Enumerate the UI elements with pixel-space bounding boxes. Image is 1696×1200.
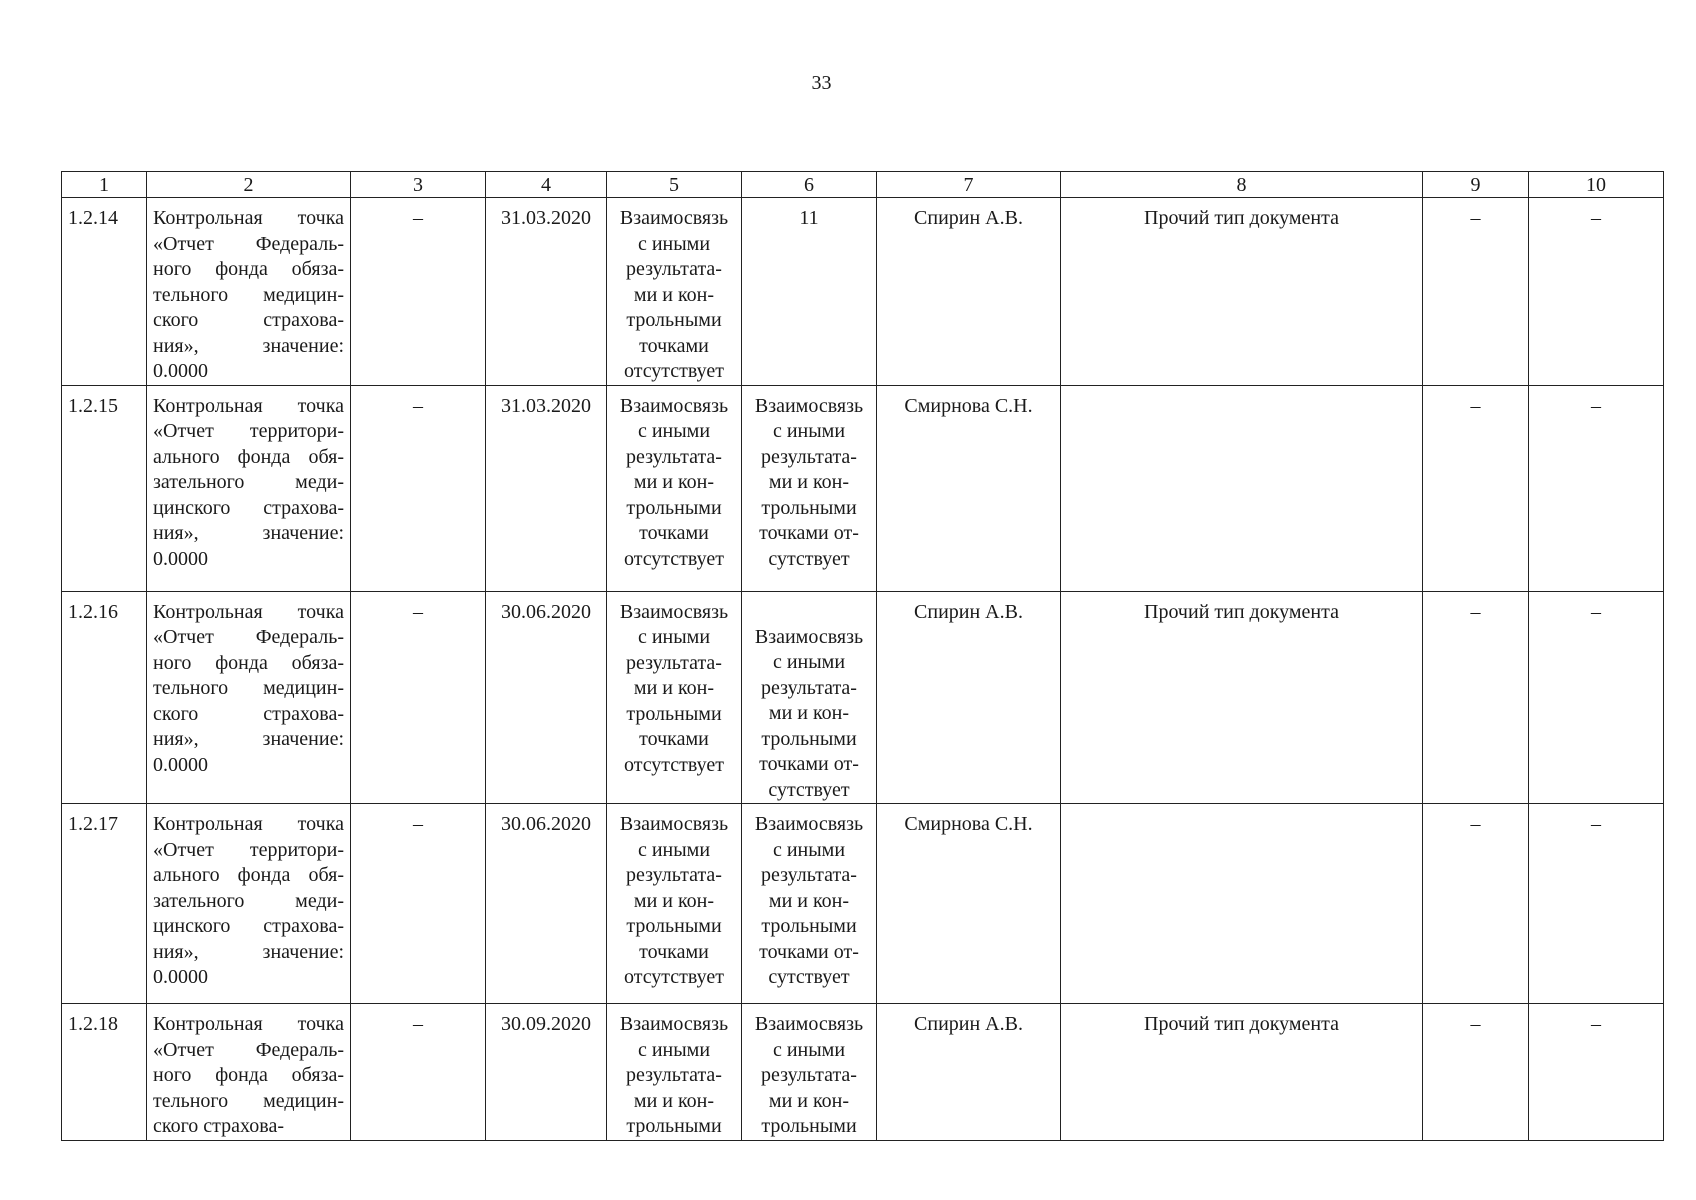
dash-value: – — [413, 207, 423, 229]
description-line: ского страхова- — [153, 309, 344, 331]
relation-line: с иными — [772, 420, 846, 442]
description-line: зательного меди- — [153, 889, 344, 912]
date-cell — [486, 1004, 607, 1141]
column-9-cell — [1423, 804, 1529, 1004]
column-10-cell — [1529, 385, 1664, 591]
description-line: Контрольная точка — [153, 813, 344, 835]
description-line: ния», значение: — [153, 728, 344, 750]
description-line: ского страхова- — [153, 702, 344, 725]
description-cell — [147, 198, 351, 386]
document-type-cell — [1061, 1004, 1423, 1141]
description-line: «Отчет территори- — [153, 838, 344, 861]
table-row — [62, 1004, 1664, 1141]
column-3-cell — [351, 804, 486, 1004]
column-3-cell — [351, 1004, 486, 1141]
row-number-cell — [62, 385, 147, 591]
description-line: ния», значение: — [153, 334, 344, 357]
table-row — [62, 385, 1664, 591]
description-line: Контрольная точка — [153, 600, 344, 623]
description-line: «Отчет территори- — [153, 420, 344, 442]
description-line: ного фонда обяза- — [153, 258, 344, 280]
responsible-cell — [877, 1004, 1061, 1141]
relation-cell-2 — [742, 385, 877, 591]
relation-line: ми и кон- — [768, 1089, 850, 1112]
relation-line: точками от- — [759, 753, 859, 775]
control-points-table — [61, 171, 1664, 1141]
relation-line: с иными — [637, 626, 711, 648]
relation-line: трольными — [626, 915, 722, 937]
description-line: ного фонда обяза- — [153, 1064, 344, 1086]
relation-line: точками — [639, 522, 709, 544]
relation-cell — [607, 385, 742, 591]
relation-line: трольными — [626, 1115, 722, 1137]
relation-cell-2 — [742, 198, 877, 386]
relation-line: точками — [639, 728, 709, 750]
relation-line: трольными — [761, 496, 857, 519]
description-line: ного фонда обяза- — [153, 651, 344, 674]
relation-line: 11 — [799, 207, 819, 229]
document-type-cell — [1061, 591, 1423, 804]
column-header: 6 — [742, 172, 877, 198]
relation-line: трольными — [761, 1115, 857, 1137]
document-type-cell — [1061, 385, 1423, 591]
relation-line: с иными — [637, 232, 711, 255]
relation-line: Взаимосвязь — [754, 1013, 864, 1035]
relation-line: результата- — [761, 864, 857, 886]
document-type: Прочий тип документа — [1144, 600, 1339, 623]
table-row — [62, 198, 1664, 386]
due-date: 30.09.2020 — [501, 1013, 591, 1035]
column-header: 9 — [1423, 172, 1529, 198]
responsible-cell — [877, 198, 1061, 386]
description-line: 0.0000 — [153, 966, 208, 988]
relation-line: ми и кон- — [633, 1089, 715, 1112]
relation-line: с иными — [637, 1038, 711, 1061]
responsible-person: Смирнова С.Н. — [904, 394, 1033, 417]
column-header: 1 — [62, 172, 147, 198]
row-number-cell — [62, 804, 147, 1004]
relation-line: ми и кон- — [768, 889, 850, 912]
description-line: тельного медицин- — [153, 283, 344, 306]
description-line: «Отчет Федераль- — [153, 232, 344, 255]
dash-value: – — [1591, 394, 1601, 417]
dash-value: – — [413, 813, 423, 835]
due-date: 31.03.2020 — [501, 394, 591, 417]
description-line: ния», значение: — [153, 522, 344, 544]
column-3-cell — [351, 591, 486, 804]
relation-line: трольными — [626, 702, 722, 725]
column-3-cell — [351, 385, 486, 591]
description-line: ального фонда обя- — [153, 864, 344, 886]
relation-line: сутствует — [768, 966, 850, 988]
table-row — [62, 804, 1664, 1004]
relation-cell-2 — [742, 804, 877, 1004]
description-line: Контрольная точка — [153, 1013, 344, 1035]
relation-line: с иными — [637, 420, 711, 442]
column-header: 7 — [877, 172, 1061, 198]
relation-line: Взаимосвязь — [619, 600, 729, 623]
table-row — [62, 591, 1664, 804]
row-number-cell — [62, 591, 147, 804]
description-line: «Отчет Федераль- — [153, 626, 344, 648]
description-line: цинского страхова- — [153, 496, 344, 519]
relation-cell — [607, 198, 742, 386]
relation-line: Взаимосвязь — [619, 394, 729, 417]
relation-line: с иными — [772, 651, 846, 673]
relation-line: трольными — [626, 496, 722, 519]
due-date: 30.06.2020 — [501, 600, 591, 623]
relation-line: результата- — [626, 651, 722, 674]
relation-cell — [607, 1004, 742, 1141]
responsible-person: Смирнова С.Н. — [904, 813, 1033, 835]
relation-line: точками — [639, 940, 709, 963]
relation-line: отсутствует — [623, 360, 725, 382]
relation-line: ми и кон- — [633, 471, 715, 493]
description-cell — [147, 804, 351, 1004]
relation-line: трольными — [761, 727, 857, 750]
dash-value: – — [1470, 813, 1481, 835]
relation-line: Взаимосвязь — [619, 207, 729, 229]
column-9-cell — [1423, 591, 1529, 804]
column-number-header-row — [62, 172, 1664, 198]
description-line: Контрольная точка — [153, 207, 344, 229]
relation-line: ми и кон- — [768, 471, 850, 493]
document-type: Прочий тип документа — [1144, 1013, 1339, 1035]
column-9-cell — [1423, 198, 1529, 386]
description-line: 0.0000 — [153, 360, 208, 382]
dash-value: – — [413, 600, 423, 623]
column-header: 8 — [1061, 172, 1423, 198]
description-line: Контрольная точка — [153, 394, 344, 417]
column-header: 4 — [486, 172, 607, 198]
relation-line: отсутствует — [623, 547, 725, 570]
relation-line: отсутствует — [623, 966, 725, 988]
relation-line: отсутствует — [623, 753, 725, 776]
row-number-cell — [62, 198, 147, 386]
dash-value: – — [1591, 600, 1601, 623]
date-cell — [486, 385, 607, 591]
responsible-person: Спирин А.В. — [914, 600, 1023, 623]
dash-value: – — [1591, 1013, 1601, 1035]
dash-value: – — [1470, 1013, 1481, 1035]
column-9-cell — [1423, 1004, 1529, 1141]
column-10-cell — [1529, 1004, 1664, 1141]
description-cell — [147, 1004, 351, 1141]
column-header: 2 — [147, 172, 351, 198]
relation-line: Взаимосвязь — [619, 813, 729, 835]
relation-line: ми и кон- — [633, 889, 715, 912]
relation-line: ми и кон- — [768, 702, 850, 724]
row-number: 1.2.14 — [68, 207, 118, 229]
responsible-person: Спирин А.В. — [914, 207, 1023, 229]
relation-line: сутствует — [768, 778, 850, 801]
row-number-cell — [62, 1004, 147, 1141]
description-cell — [147, 591, 351, 804]
description-line: 0.0000 — [153, 547, 208, 570]
dash-value: – — [1470, 600, 1481, 623]
dash-value: – — [413, 394, 423, 417]
description-line: 0.0000 — [153, 753, 208, 776]
relation-line: результата- — [626, 1064, 722, 1086]
description-line: «Отчет Федераль- — [153, 1038, 344, 1061]
relation-line: Взаимосвязь — [754, 813, 864, 835]
relation-line: с иными — [772, 838, 846, 861]
relation-cell — [607, 591, 742, 804]
relation-line: Взаимосвязь — [754, 625, 864, 648]
relation-line: результата- — [626, 864, 722, 886]
relation-line: точками от- — [759, 940, 859, 963]
page-number: 33 — [811, 72, 832, 94]
relation-line: с иными — [637, 838, 711, 861]
date-cell — [486, 198, 607, 386]
relation-line: результата- — [761, 1064, 857, 1086]
relation-line: результата- — [761, 445, 857, 468]
relation-line: Взаимосвязь — [619, 1013, 729, 1035]
description-line: зательного меди- — [153, 471, 344, 493]
row-number: 1.2.18 — [68, 1013, 118, 1035]
column-10-cell — [1529, 804, 1664, 1004]
relation-cell-2 — [742, 591, 877, 804]
date-cell — [486, 804, 607, 1004]
description-line: цинского страхова- — [153, 915, 344, 937]
date-cell — [486, 591, 607, 804]
responsible-person: Спирин А.В. — [914, 1013, 1023, 1035]
description-line: ния», значение: — [153, 940, 344, 963]
relation-line: ми и кон- — [633, 283, 715, 306]
relation-line: ми и кон- — [633, 677, 715, 699]
relation-line: результата- — [626, 445, 722, 468]
column-header: 5 — [607, 172, 742, 198]
description-line: тельного медицин- — [153, 677, 344, 699]
relation-line: трольными — [761, 915, 857, 937]
due-date: 31.03.2020 — [501, 207, 591, 229]
column-10-cell — [1529, 591, 1664, 804]
relation-line: с иными — [772, 1038, 846, 1061]
dash-value: – — [1591, 813, 1601, 835]
relation-cell — [607, 804, 742, 1004]
document-type: Прочий тип документа — [1144, 207, 1339, 229]
relation-line: результата- — [761, 676, 857, 699]
row-number: 1.2.15 — [68, 394, 118, 417]
responsible-cell — [877, 804, 1061, 1004]
dash-value: – — [1591, 207, 1601, 229]
due-date: 30.06.2020 — [501, 813, 591, 835]
column-10-cell — [1529, 198, 1664, 386]
relation-line: сутствует — [768, 547, 850, 570]
responsible-cell — [877, 385, 1061, 591]
description-line: ального фонда обя- — [153, 445, 344, 468]
column-header: 10 — [1529, 172, 1664, 198]
relation-line: точками — [639, 334, 709, 357]
description-line: ского страхова- — [153, 1115, 284, 1137]
dash-value: – — [413, 1013, 423, 1035]
relation-line: Взаимосвязь — [754, 394, 864, 417]
document-type-cell — [1061, 198, 1423, 386]
row-number: 1.2.16 — [68, 600, 118, 623]
relation-cell-2 — [742, 1004, 877, 1141]
responsible-cell — [877, 591, 1061, 804]
description-cell — [147, 385, 351, 591]
dash-value: – — [1470, 394, 1481, 417]
relation-line: трольными — [626, 309, 722, 331]
relation-line: результата- — [626, 258, 722, 280]
row-number: 1.2.17 — [68, 813, 118, 835]
description-line: тельного медицин- — [153, 1089, 344, 1112]
column-header: 3 — [351, 172, 486, 198]
document-type-cell — [1061, 804, 1423, 1004]
dash-value: – — [1470, 207, 1481, 229]
relation-line: точками от- — [759, 522, 859, 544]
column-9-cell — [1423, 385, 1529, 591]
column-3-cell — [351, 198, 486, 386]
